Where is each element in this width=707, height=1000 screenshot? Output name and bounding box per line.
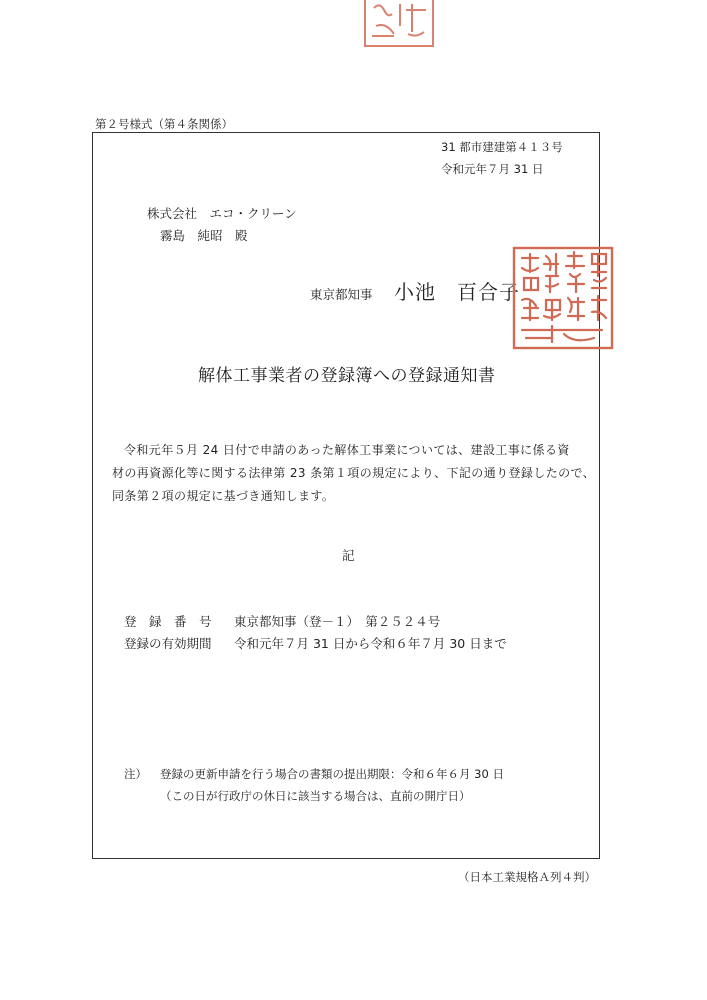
note-line-1: 登録の更新申請を行う場合の書類の提出期限：令和６年６月 30 日 bbox=[160, 767, 504, 781]
validity-value: 令和元年７月 31 日から令和６年７月 30 日まで bbox=[234, 636, 507, 651]
reference-number: 31 都市建建第４１３号 bbox=[441, 140, 563, 154]
recipient-company: 株式会社 エコ・クリーン bbox=[147, 206, 297, 221]
recipient-person: 霧島 純昭 殿 bbox=[160, 228, 248, 243]
issuer-title: 東京都知事 bbox=[310, 287, 373, 302]
form-label: 第２号様式（第４条関係） bbox=[95, 117, 233, 131]
paper-size-note: （日本工業規格Ａ列４判） bbox=[458, 870, 596, 884]
note-line-2: （この日が行政庁の休日に該当する場合は、直前の開庁日） bbox=[160, 789, 471, 803]
body-line-2: 材の再資源化等に関する法律第 23 条第１項の規定により、下記の通り登録したので、 bbox=[112, 466, 596, 480]
note-label: 注） bbox=[124, 767, 147, 781]
official-seal-stamp bbox=[512, 246, 614, 350]
ki-heading: 記 bbox=[342, 548, 355, 563]
validity-label: 登録の有効期間 bbox=[124, 636, 212, 651]
body-line-1: 令和元年５月 24 日付で申請のあった解体工事業については、建設工事に係る資 bbox=[124, 443, 570, 457]
top-seal-stamp bbox=[360, 0, 440, 52]
reg-number-value: 東京都知事（登－１） 第２５２４号 bbox=[234, 614, 441, 629]
issue-date: 令和元年７月 31 日 bbox=[441, 162, 544, 176]
body-line-3: 同条第２項の規定に基づき通知します。 bbox=[112, 489, 335, 503]
issuer-name: 小池 百合子 bbox=[394, 280, 520, 304]
reg-number-label: 登 録 番 号 bbox=[124, 614, 212, 629]
document-title: 解体工事業者の登録簿への登録通知書 bbox=[198, 366, 496, 386]
